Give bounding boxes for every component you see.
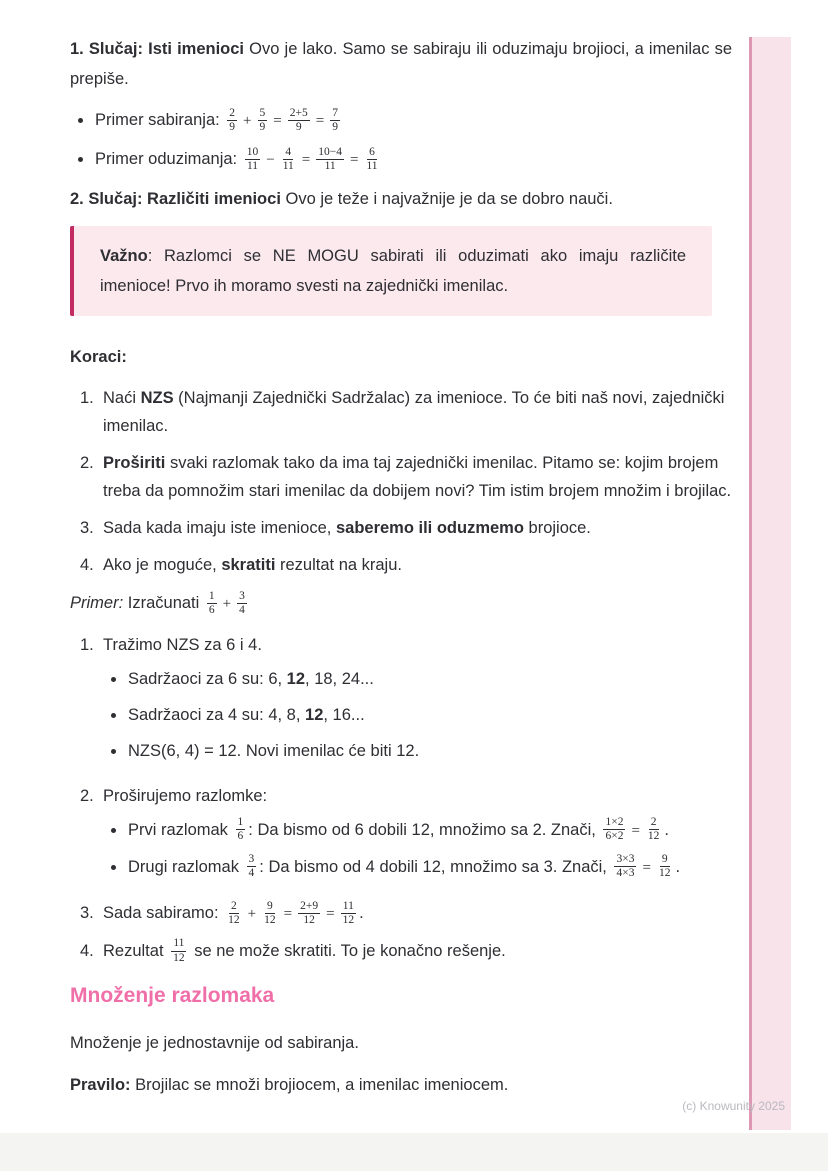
list-item — [78, 106, 732, 135]
step-text-part: Ako je moguće, — [103, 556, 222, 575]
minus-operator: − — [266, 152, 275, 169]
list-number: 4. — [80, 942, 94, 961]
right-pink-stripe — [749, 37, 791, 1130]
example-sub — [95, 145, 383, 174]
step-text-part: se ne može skratiti. To je konačno rešenje. — [189, 942, 506, 961]
step-text-part: Rezultat — [103, 942, 169, 961]
step-text — [103, 514, 732, 542]
bullet-dot — [111, 749, 116, 754]
case-diff-paragraph — [70, 184, 732, 214]
plus-operator: + — [243, 113, 252, 129]
primer-math — [204, 590, 250, 617]
case-diff-text: Ovo je teže i najvažnije je da se dobro nauči. — [280, 190, 613, 209]
sub-text-part: Prvi razlomak — [128, 821, 233, 840]
steps-list — [70, 384, 732, 579]
equals-operator: = — [273, 113, 282, 129]
step-text — [103, 384, 732, 440]
sub-text-part: : Da bismo od 4 dobili 12, množimo sa 3. Znači, — [259, 858, 612, 877]
sub-text-part: , 16... — [323, 706, 365, 725]
list-item — [111, 665, 732, 693]
step-text-part: rezultat na kraju. — [275, 556, 402, 575]
list-number: 2. — [80, 454, 94, 473]
fraction: $\frac{4}{11}$ — [282, 145, 294, 173]
fraction: $\frac{6}{11}$ — [366, 145, 378, 173]
sub-text-part: . — [675, 858, 681, 877]
bullet-dot — [78, 118, 83, 123]
example-add-label: Primer sabiranja: — [95, 111, 225, 129]
step-text — [103, 551, 732, 579]
fraction: $\frac{7}{9}$ — [332, 106, 338, 133]
equals-operator: = — [315, 113, 325, 129]
worked-step2 — [103, 782, 732, 890]
step-bold-part: Proširiti — [103, 454, 166, 473]
watermark: (c) Knowunity 2025 — [682, 1099, 785, 1113]
sub-item-text — [128, 737, 419, 765]
sub-text-part: Sadržaoci za 4 su: 4, 8, — [128, 706, 306, 725]
case-same-paragraph — [70, 34, 732, 94]
list-item — [80, 449, 732, 505]
primer-paragraph — [70, 588, 732, 619]
sub-bold-part: 12 — [305, 706, 324, 725]
rule-label: Pravilo: — [70, 1075, 131, 1094]
worked-step1-text: Tražimo NZS za 6 i 4. — [103, 636, 262, 655]
sub-text-part: . — [664, 821, 670, 840]
step-text-part: Sada kada imaju iste imenioce, — [103, 519, 336, 538]
step-bold-part: saberemo ili oduzmemo — [335, 519, 524, 538]
equals-operator: = — [283, 906, 293, 923]
sub-item-text — [128, 701, 365, 729]
example-sub-label: Primer oduzimanja: — [95, 150, 242, 169]
example-sub-math — [242, 145, 383, 173]
list-item — [111, 816, 732, 845]
list-number: 1. — [80, 389, 94, 408]
list-item — [80, 937, 732, 965]
sub-text-part: , 18, 24... — [305, 670, 374, 689]
list-number: 2. — [80, 787, 94, 806]
sub-text-part: NZS(6, 4) = 12. Novi imenilac će biti 12. — [128, 742, 420, 761]
callout-title: Važno — [100, 247, 148, 266]
list-item — [111, 853, 732, 882]
equals-operator: = — [350, 152, 359, 169]
list-item — [80, 631, 732, 773]
fraction: $\frac{1\times 2}{6\times 2}$ — [605, 816, 624, 843]
fraction: $\frac{2}{12}$ — [647, 816, 660, 843]
fraction: $\frac{5}{9}$ — [259, 106, 266, 133]
worked-step3-math — [223, 900, 359, 927]
fraction: $\frac{2+9}{12}$ — [300, 900, 319, 927]
fraction: $\frac{2+5}{9}$ — [289, 106, 308, 133]
sub-bold-part: 12 — [286, 670, 306, 689]
step-text-part: (Najmanji Zajednički Sadržalac) za imenioce. To će biti naš novi, zajednički imenilac. — [103, 389, 725, 436]
bullet-dot — [111, 677, 116, 682]
bullet-dot — [111, 828, 116, 833]
fraction: $\frac{11}{12}$ — [342, 900, 355, 927]
example-add — [95, 106, 343, 135]
equals-operator: = — [642, 860, 651, 877]
multiplication-heading: Množenje razlomaka — [70, 983, 275, 1007]
list-item — [78, 145, 732, 174]
rule-text: Brojilac se množi brojiocem, a imenilac imeniocem. — [130, 1075, 509, 1094]
list-item — [111, 737, 732, 765]
list-item — [111, 701, 732, 729]
list-item — [80, 551, 732, 579]
worked-step4 — [103, 937, 732, 965]
multiplication-rule — [70, 1070, 732, 1100]
step-text-part: brojioce. — [523, 519, 591, 538]
list-item — [80, 384, 732, 440]
list-item — [80, 514, 732, 542]
bullet-dot — [111, 713, 116, 718]
fraction: $\frac{3}{4}$ — [248, 853, 255, 880]
fraction: $\frac{3}{4}$ — [239, 590, 245, 617]
step-text-part: Sada sabiramo: — [103, 904, 224, 923]
fraction: $\frac{3\times 3}{4\times 3}$ — [616, 853, 635, 880]
sub-item-text — [128, 853, 680, 882]
plus-operator: + — [247, 906, 257, 923]
sub-text-part: : Da bismo od 6 dobili 12, množimo sa 2. Znači, — [248, 821, 601, 840]
bullet-dot — [111, 865, 116, 870]
fraction: $\frac{9}{12}$ — [658, 853, 671, 880]
worked-step1 — [103, 631, 732, 773]
important-callout — [70, 226, 712, 316]
worked-step2-sublist — [103, 816, 732, 882]
list-item — [80, 782, 732, 890]
sub-item-text — [128, 665, 374, 693]
fraction: $\frac{10}{11}$ — [246, 145, 259, 173]
callout-text: : Razlomci se NE MOGU sabirati ili oduzimati ako imaju različite imenioce! Prvo ih moramo svesti na zajednički imenilac. — [100, 247, 686, 296]
sub-text-part: Drugi razlomak — [128, 858, 244, 877]
list-number: 3. — [80, 519, 94, 538]
fraction: $\frac{10-4}{11}$ — [318, 145, 342, 173]
list-item — [80, 899, 732, 928]
sub-item-text — [128, 816, 669, 845]
multiplication-intro: Množenje je jednostavnije od sabiranja. — [70, 1033, 359, 1052]
example-bullet-list — [70, 106, 732, 174]
case-same-title: 1. Slučaj: Isti imenioci — [70, 40, 245, 58]
step-text-part: svaki razlomak tako da ima taj zajednički imenilac. Pitamo se: kojim brojem treba da pomnožim stari imenilac da dobijem novi? Tim istim brojem množim i brojilac. — [103, 454, 732, 501]
list-number: 1. — [80, 636, 94, 655]
sub-text-part: Sadržaoci za 6 su: 6, — [128, 670, 287, 689]
primer-text: Izračunati — [123, 594, 204, 613]
fraction: $\frac{1}{6}$ — [208, 590, 215, 617]
worked-step1-sublist — [103, 665, 732, 765]
equals-operator: = — [301, 152, 311, 169]
example-add-math — [224, 106, 343, 133]
list-number: 3. — [80, 904, 94, 923]
worked-example-list — [70, 631, 732, 966]
step-text-part: Naći — [103, 389, 141, 408]
plus-operator: + — [222, 596, 232, 613]
fraction: $\frac{11}{12}$ — [173, 937, 185, 964]
equals-operator: = — [326, 906, 335, 923]
equals-operator: = — [631, 823, 640, 840]
fraction: $\frac{9}{12}$ — [264, 900, 276, 927]
fraction: $\frac{2}{9}$ — [229, 106, 236, 133]
case-diff-title: 2. Slučaj: Različiti imenioci — [70, 190, 281, 209]
bullet-dot — [78, 157, 83, 162]
step-bold-part: NZS — [140, 389, 174, 408]
primer-label: Primer: — [70, 594, 124, 613]
steps-heading — [70, 342, 732, 372]
worked-step3 — [103, 899, 732, 928]
fraction: $\frac{1}{6}$ — [237, 816, 244, 843]
fraction: $\frac{2}{12}$ — [228, 900, 240, 927]
step-text — [103, 449, 732, 505]
steps-heading-text: Koraci: — [70, 348, 127, 367]
list-number: 4. — [80, 556, 94, 575]
step-bold-part: skratiti — [221, 556, 276, 575]
document-content — [70, 34, 732, 1112]
case-same-text: Ovo je lako. Samo se sabiraju ili oduzimaju brojioci, a imenilac se prepiše. — [70, 40, 733, 88]
step-text-part: . — [359, 904, 364, 923]
worked-step2-text: Proširujemo razlomke: — [103, 787, 268, 806]
